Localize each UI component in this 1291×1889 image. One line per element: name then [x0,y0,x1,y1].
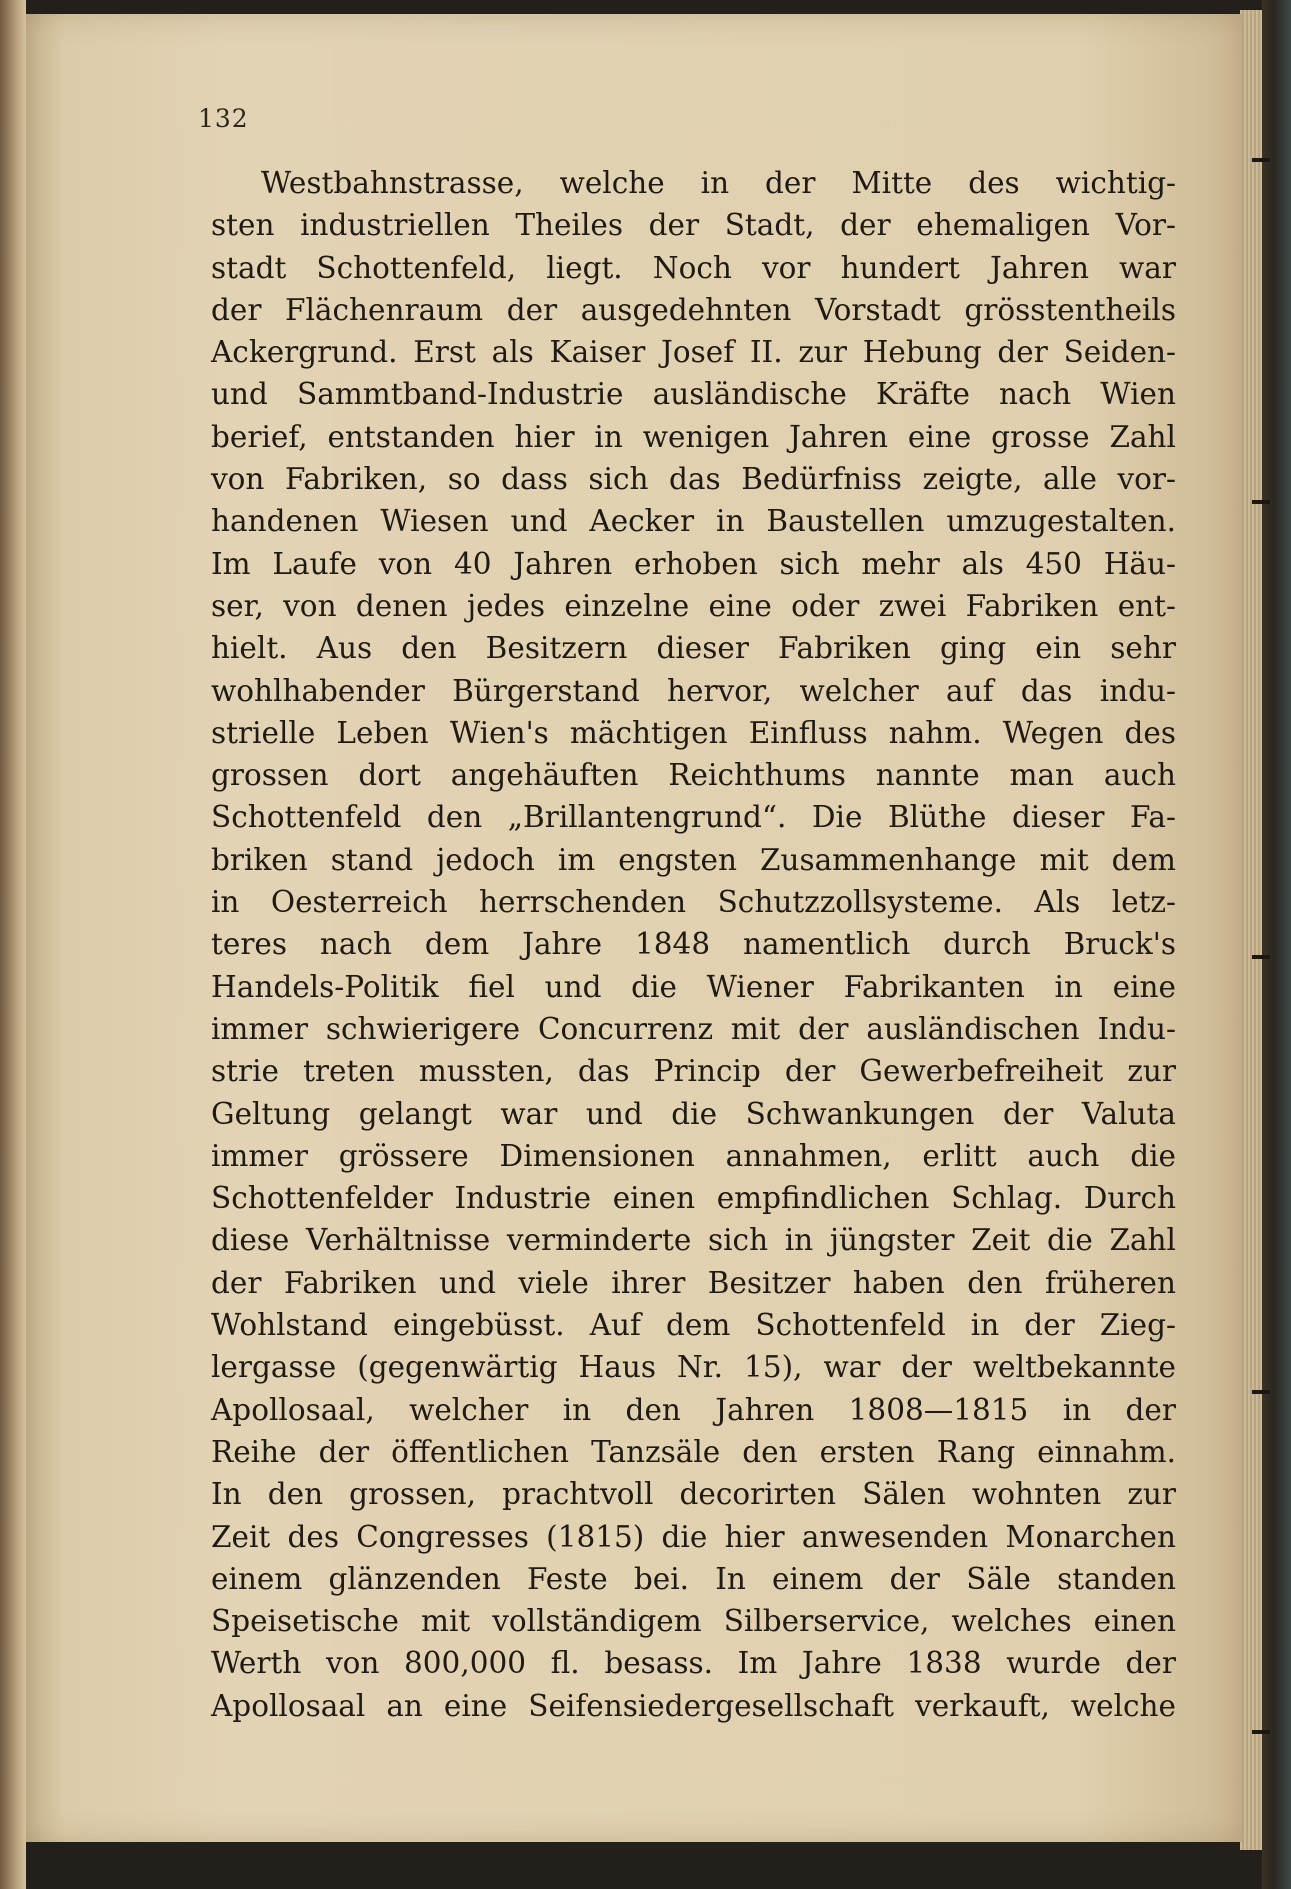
text-line: Im Laufe von 40 Jahren erhoben sich mehr als 450 Häu- [211,546,1176,581]
text-line: Schottenfeld den „Brillantengrund“. Die Blüthe dieser Fa- [211,800,1176,835]
text-line: teres nach dem Jahre 1848 namentlich durch Bruck's [211,927,1176,962]
book-page [26,14,1242,1842]
text-line: Apollosaal, welcher in den Jahren 1808—1815 in der [211,1392,1176,1427]
text-line: handenen Wiesen und Aecker in Baustellen umzugestalten. [211,504,1176,539]
text-line: hielt. Aus den Besitzern dieser Fabriken ging ein sehr [211,631,1176,666]
text-line: berief, entstanden hier in wenigen Jahren eine grosse Zahl [211,419,1176,454]
body-text [211,162,1176,1727]
text-line: Apollosaal an eine Seifensiedergesellschaft verkauft, welche [211,1688,1176,1723]
text-line: immer grössere Dimensionen annahmen, erlitt auch die [211,1138,1176,1173]
text-line: Werth von 800,000 fl. besass. Im Jahre 1838 wurde der [211,1646,1176,1681]
text-line: strie treten mussten, das Princip der Gewerbefreiheit zur [211,1054,1176,1089]
page-edges [1240,10,1264,1850]
text-line: strielle Leben Wien's mächtigen Einfluss nahm. Wegen des [211,715,1176,750]
text-line: grossen dort angehäuften Reichthums nannte man auch [211,758,1176,793]
text-line: Geltung gelangt war und die Schwankungen der Valuta [211,1096,1176,1131]
text-line: ser, von denen jedes einzelne eine oder zwei Fabriken ent- [211,588,1176,623]
text-line: diese Verhältnisse verminderte sich in jüngster Zeit die Zahl [211,1223,1176,1258]
book-cover-right [1262,0,1291,1889]
text-line: und Sammtband-Industrie ausländische Kräfte nach Wien [211,377,1176,412]
text-line: der Flächenraum der ausgedehnten Vorstadt grösstentheils [211,292,1176,327]
edge-mark [1252,1390,1270,1394]
text-line: sten industriellen Theiles der Stadt, der ehemaligen Vor- [211,208,1176,243]
text-line: Zeit des Congresses (1815) die hier anwesenden Monarchen [211,1519,1176,1554]
text-line: lergasse (gegenwärtig Haus Nr. 15), war der weltbekannte [211,1350,1176,1385]
text-line: Speisetische mit vollständigem Silberservice, welches einen [211,1604,1176,1639]
page-number: 132 [198,104,249,133]
text-line: briken stand jedoch im engsten Zusammenhange mit dem [211,842,1176,877]
text-line: Schottenfelder Industrie einen empfindlichen Schlag. Durch [211,1181,1176,1216]
edge-mark [1252,955,1270,959]
text-line: der Fabriken und viele ihrer Besitzer haben den früheren [211,1265,1176,1300]
text-line: Handels-Politik fiel und die Wiener Fabrikanten in eine [211,969,1176,1004]
book-spine-left [0,0,26,1889]
text-line: Ackergrund. Erst als Kaiser Josef II. zur Hebung der Seiden- [211,335,1176,370]
text-line: Westbahnstrasse, welche in der Mitte des wichtig- [261,166,1176,200]
text-line: stadt Schottenfeld, liegt. Noch vor hundert Jahren war [211,250,1176,285]
text-line: von Fabriken, so dass sich das Bedürfniss zeigte, alle vor- [211,462,1176,497]
text-line: immer schwierigere Concurrenz mit der ausländischen Indu- [211,1011,1176,1046]
text-line: Wohlstand eingebüsst. Auf dem Schottenfeld in der Zieg- [211,1308,1176,1343]
edge-mark [1252,158,1270,162]
text-line: wohlhabender Bürgerstand hervor, welcher auf das indu- [211,673,1176,708]
text-line: in Oesterreich herrschenden Schutzzollsysteme. Als letz- [211,885,1176,920]
text-line: In den grossen, prachtvoll decorirten Sälen wohnten zur [211,1477,1176,1512]
edge-mark [1252,1730,1270,1734]
text-line: einem glänzenden Feste bei. In einem der Säle standen [211,1561,1176,1596]
text-line: Reihe der öffentlichen Tanzsäle den ersten Rang einnahm. [211,1434,1176,1469]
edge-mark [1252,500,1270,504]
